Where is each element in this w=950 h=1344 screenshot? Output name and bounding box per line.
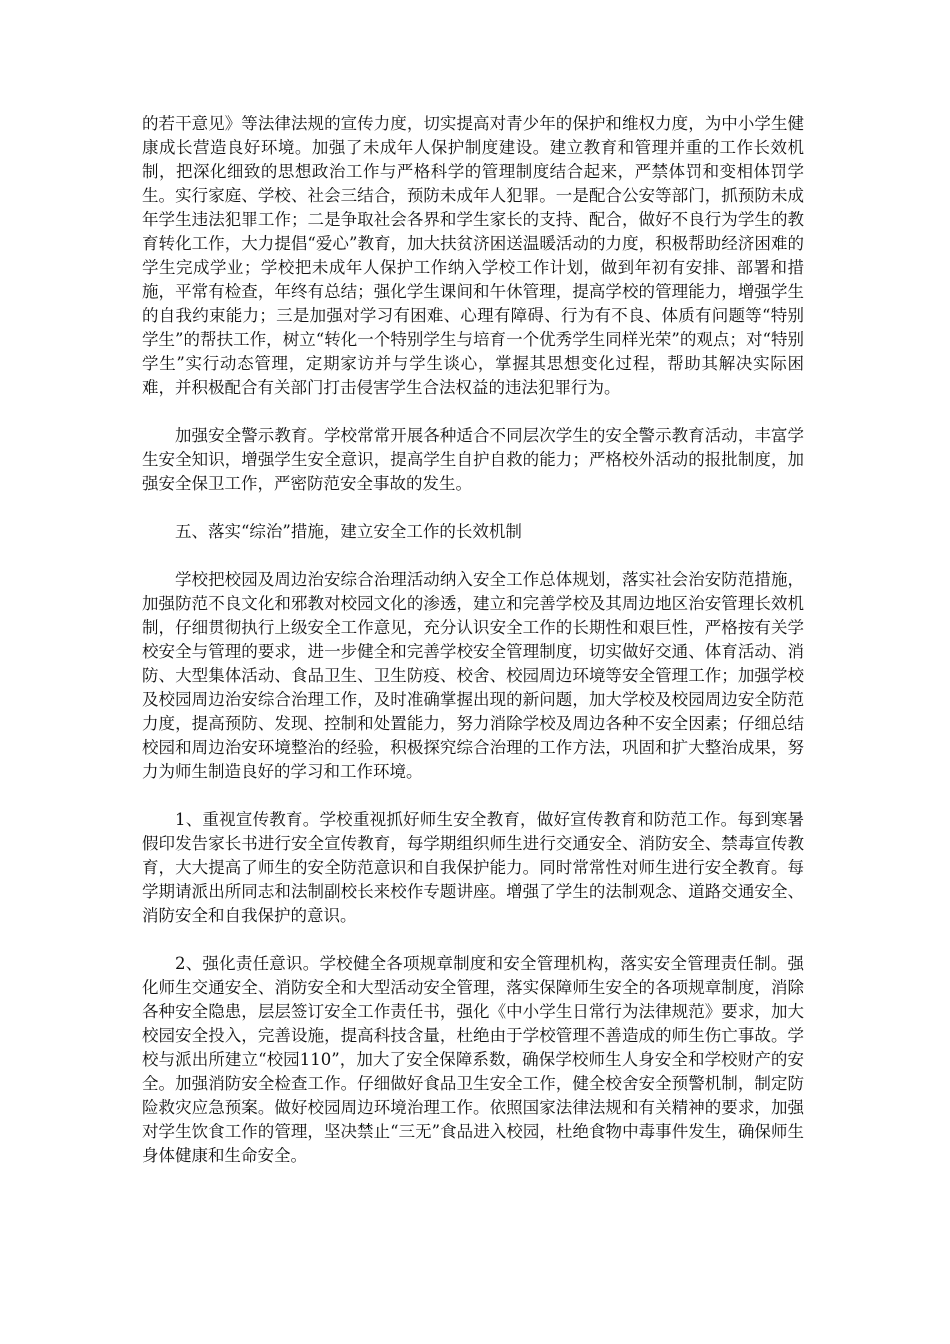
section-heading-five: 五、落实“综治”措施，建立安全工作的长效机制 <box>175 522 522 541</box>
paragraph-publicity-education: 1、重视宣传教育。学校重视抓好师生安全教育，做好宣传教育和防范工作。每到寒暑假印发告家长书进行安全宣传教育，每学期组织师生进行交通安全、消防安全、禁毒宣传教育，大大提高了师生的安全防范意识和自我保护能力。同时常常性对师生进行安全教育。每学期请派出所同志和法制副校长来校作专题讲座。增强了学生的法制观念、道路交通安全、消防安全和自我保护的意识。 <box>142 810 804 925</box>
document-page <box>142 112 804 1192</box>
paragraph-continuation: 的若干意见》等法律法规的宣传力度，切实提高对青少年的保护和维权力度，为中小学生健康成长营造良好环境。加强了未成年人保护制度建设。建立教育和管理并重的工作长效机制，把深化细致的思想政治工作与严格科学的管理制度结合起来，严禁体罚和变相体罚学生。实行家庭、学校、社会三结合，预防未成年人犯罪。一是配合公安等部门，抓预防未成年学生违法犯罪工作；二是争取社会各界和学生家长的支持、配合，做好不良行为学生的教育转化工作，大力提倡“爱心”教育，加大扶贫济困送温暖活动的力度，积极帮助经济困难的学生完成学业；学校把未成年人保护工作纳入学校工作计划，做到年初有安排、部署和措施，平常有检查，年终有总结；强化学生课间和午休管理，提高学校的管理能力，增强学生的自我约束能力；三是加强对学习有困难、心理有障碍、行为有不良、体质有问题等“特别学生”的帮扶工作，树立“转化一个特别学生与培育一个优秀学生同样光荣”的观点；对“特别学生”实行动态管理，定期家访并与学生谈心，掌握其思想变化过程，帮助其解决实际困难，并积极配合有关部门打击侵害学生合法权益的违法犯罪行为。 <box>142 114 804 397</box>
paragraph-responsibility-awareness: 2、强化责任意识。学校健全各项规章制度和安全管理机构，落实安全管理责任制。强化师生交通安全、消防安全和大型活动安全管理，落实保障师生安全的各项规章制度，消除各种安全隐患，层层签订安全工作责任书，强化《中小学生日常行为法律规范》要求，加大校园安全投入，完善设施，提高科技含量，杜绝由于学校管理不善造成的师生伤亡事故。学校与派出所建立“校园110”，加大了安全保障系数，确保学校师生人身安全和学校财产的安全。加强消防安全检查工作。仔细做好食品卫生安全工作，健全校舍安全预警机制，制定防险救灾应急预案。做好校园周边环境治理工作。依照国家法律法规和有关精神的要求，加强对学生饮食工作的管理，坚决禁止“三无”食品进入校园，杜绝食物中毒事件发生，确保师生身体健康和生命安全。 <box>142 954 804 1165</box>
paragraph-comprehensive-governance: 学校把校园及周边治安综合治理活动纳入安全工作总体规划，落实社会治安防范措施，加强防范不良文化和邪教对校园文化的渗透，建立和完善学校及其周边地区治安管理长效机制，仔细贯彻执行上级安全工作意见，充分认识安全工作的长期性和艰巨性，严格按有关学校安全与管理的要求，进一步健全和完善学校安全管理制度，切实做好交通、体育活动、消防、大型集体活动、食品卫生、卫生防疫、校舍、校园周边环境等安全管理工作；加强学校及校园周边治安综合治理工作，及时准确掌握出现的新问题，加大学校及校园周边安全防范力度，提高预防、发现、控制和处置能力，努力消除学校及周边各种不安全因素；仔细总结校园和周边治安环境整治的经验，积极探究综合治理的工作方法，巩固和扩大整治成果，努力为师生制造良好的学习和工作环境。 <box>142 570 804 781</box>
paragraph-safety-warning-education: 加强安全警示教育。学校常常开展各种适合不同层次学生的安全警示教育活动，丰富学生安全知识，增强学生安全意识，提高学生自护自救的能力；严格校外活动的报批制度，加强安全保卫工作，严密防范安全事故的发生。 <box>142 426 804 493</box>
